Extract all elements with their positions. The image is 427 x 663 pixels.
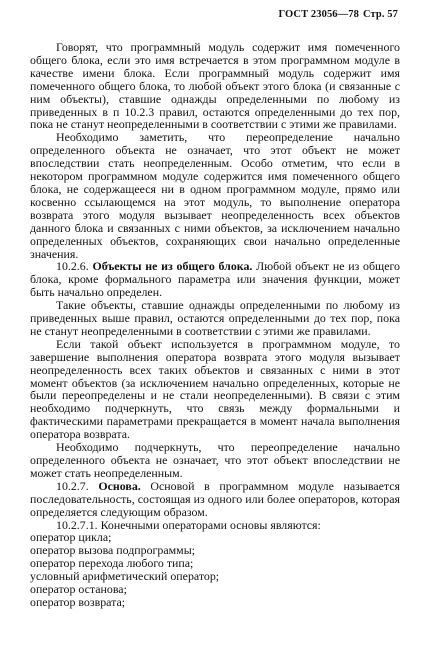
paragraph-text: Необходимо подчеркнуть, что переопределение начально определенного объекта не означает, что этот объект впоследствии не может стать неопределенным. [30,440,400,480]
paragraph-text: Говорят, что программный модуль содержит имя помеченного общего блока, если это имя встречается в этом программном модуле в качестве имени блока. Если программный модуль содержит имя помеченного общего блока, то любой объект этого блока (и связанные с ним объекты), ставшие однажды определенными по любому из приведенных в п 10.2.3 правил, остаются определенными до тех пор, пока не станут неопределенными в соответствии с этими же правилами. [30,40,400,132]
standard-number: ГОСТ 23056—78 [278,9,359,20]
list-item: оператор перехода любого типа; [30,556,194,571]
section-10-2-7 [30,480,400,519]
section-heading: Объекты не из общего блока. [92,259,253,274]
list-item: оператор возврата; [30,594,126,609]
paragraph-emphasis-note [30,441,400,480]
paragraph-text: Необходимо заметить, что переопределение начально определенного объекта не означает, что этот объект не может впоследствии стать неопределенным. Особо отметим, что если в некотором программном модуле содержится имя помеченного общего блока, не содержащееся ни в одном программном модуле, прямо или косвенно ссылающемся на этот модуль, то выполнение оператора возврата этого модуля вызывает неопределенность всех объектов данного блока и связанных с ними объектов, за исключением начально определенных объектов, сохраняющих свои начально определенные значения. [30,130,400,261]
paragraph-text: Такие объекты, ставшие однажды определенными по любому из приведенных выше правил, остаются определенными до тех пор, пока не станут неопределенными в соответствии с этими же правилами. [30,298,400,338]
document-body [30,41,400,609]
paragraph-text: Любой объект не из общего блока, кроме формального параметра или значения функции, может быть начально определен. [30,259,400,300]
paragraph-text: 10.2.7.1. Конечными операторами основы являются: [56,517,321,532]
paragraph-named-common-block [30,41,400,131]
list-item: условный арифметический оператор; [30,569,220,584]
section-number: 10.2.6. [56,259,89,274]
list-item: оператор останова; [30,582,127,597]
section-number: 10.2.7. [56,478,89,493]
paragraph-text: Если такой объект используется в программном модуле, то завершение выполнения оператора возврата этого модуля вызывает неопределенность всех таких объектов и связанных с ними в этот момент объектов (за исключением начально определенных, которые не были переопределены и не стали неопределенными). В связи с этим необходимо подчеркнуть, что связь между формальными и фактическими параметрами прекращается в момент начала выполнения оператора возврата. [30,336,400,442]
page-header [278,9,398,20]
paragraph-redefinition-note [30,131,400,260]
paragraph-such-objects [30,299,400,338]
page-number: Стр. 57 [362,9,398,20]
section-10-2-6 [30,260,400,299]
section-heading: Основа. [98,478,141,493]
list-item: оператор вызова подпрограммы; [30,543,195,558]
paragraph-text: Основой в программном модуле называется последовательность, состоящая из одного или более операторов, которая определяется следующим образом. [30,478,400,519]
terminal-statements-list [30,531,400,608]
list-item: оператор цикла; [30,530,112,545]
paragraph-return-statement [30,338,400,441]
